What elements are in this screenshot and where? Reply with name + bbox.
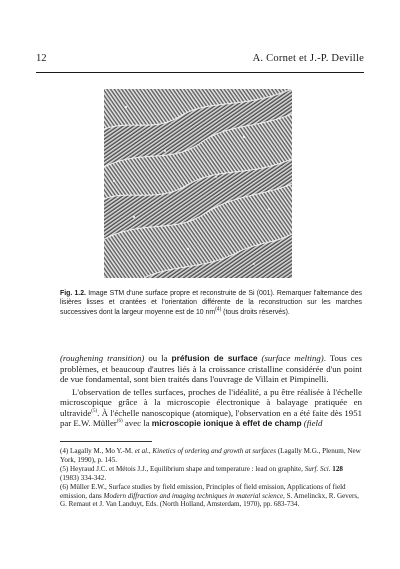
figure-caption (60, 289, 362, 317)
text-run: (1983) 334-342. (60, 473, 107, 482)
caption-label: Fig. 1.2. (60, 290, 86, 297)
surface-melting-term: (surface melting) (261, 353, 324, 363)
text-run: . Tous ces problèmes, et beaucoup d'autres liés à la croissance cristalline considérée d'un point de vue fondamental, sont bien traités dans l'ouvrage de Villain et Pimpinelli. (60, 353, 362, 384)
page-number: 12 (36, 53, 47, 64)
ref-6: (6) (116, 419, 123, 425)
stm-image (104, 89, 292, 278)
text-run: (Lagally M.G., Plenum, New York, 1990), p. 145. (60, 447, 361, 464)
footnote-5 (60, 465, 362, 483)
text-run: (5) Heyraud J.C. et Métois J.J., Equilibrium shape and temperature : lead on graphite, (60, 464, 305, 473)
caption-text: Image STM d'une surface propre et reconstruite de Si (001). Remarquer l'alternance des lisières lisses et crantées et l'orientation différente de la reconstruction sur les marches successives dont la largeur moyenne est de 10 nm (60, 290, 363, 316)
field-term: (field (301, 418, 323, 428)
text-run: (4) Lagally M., Mo Y.-M. (60, 447, 135, 455)
paragraph-1 (60, 353, 362, 385)
text-run: Modern diffraction and imaging techniques in material science (103, 491, 284, 500)
header-rule (36, 72, 364, 73)
text-run: ou la (144, 353, 172, 363)
page-header (36, 51, 364, 67)
text-run: Surf. Sci. (304, 464, 331, 473)
keyword-field-ion: microscopie ionique à effet de champ (151, 418, 302, 428)
caption-text-end: (tous droits réservés). (221, 308, 290, 316)
caption-ref: (4) (215, 306, 222, 313)
text-run: 128 (330, 464, 343, 473)
text-run: et al., Kinetics of ordering and growth at surfaces (134, 447, 277, 455)
running-head: A. Cornet et J.-P. Deville (252, 53, 364, 64)
text-run: L'observation de telles surfaces, proches de l'idéalité, a pu être réalisée à l'échelle microscopique grâce à la microscopie électronique à balayage pratiquée en ultravide (60, 386, 362, 418)
paragraph-2 (60, 387, 362, 429)
text-run: (6) Müller E.W., Surface studies by field emission, Principles of field emission, Applications of field emission, dans (60, 482, 346, 500)
stm-image-graphic (104, 89, 292, 278)
text-run: . À l'échelle nanoscopique (atomique), l'observation en a été faite dès 1951 par E.W. Müller (60, 407, 362, 428)
text-run: avec la (122, 418, 152, 428)
body-text (60, 353, 362, 429)
footnote-6 (60, 483, 362, 510)
text-run: , S. Amelinckx, R. Gevers, G. Remaut et J. Van Landuyt, Eds. (North Holland, Amsterdam, 1970), pp. 683-734. (60, 491, 359, 509)
footnote-rule (60, 441, 152, 442)
keyword-prefusion: préfusion de surface (171, 353, 258, 363)
ref-5: (5) (91, 408, 98, 414)
footnote-4 (60, 447, 362, 465)
footnotes (60, 447, 362, 509)
roughening-term: (roughening transition) (60, 353, 145, 363)
